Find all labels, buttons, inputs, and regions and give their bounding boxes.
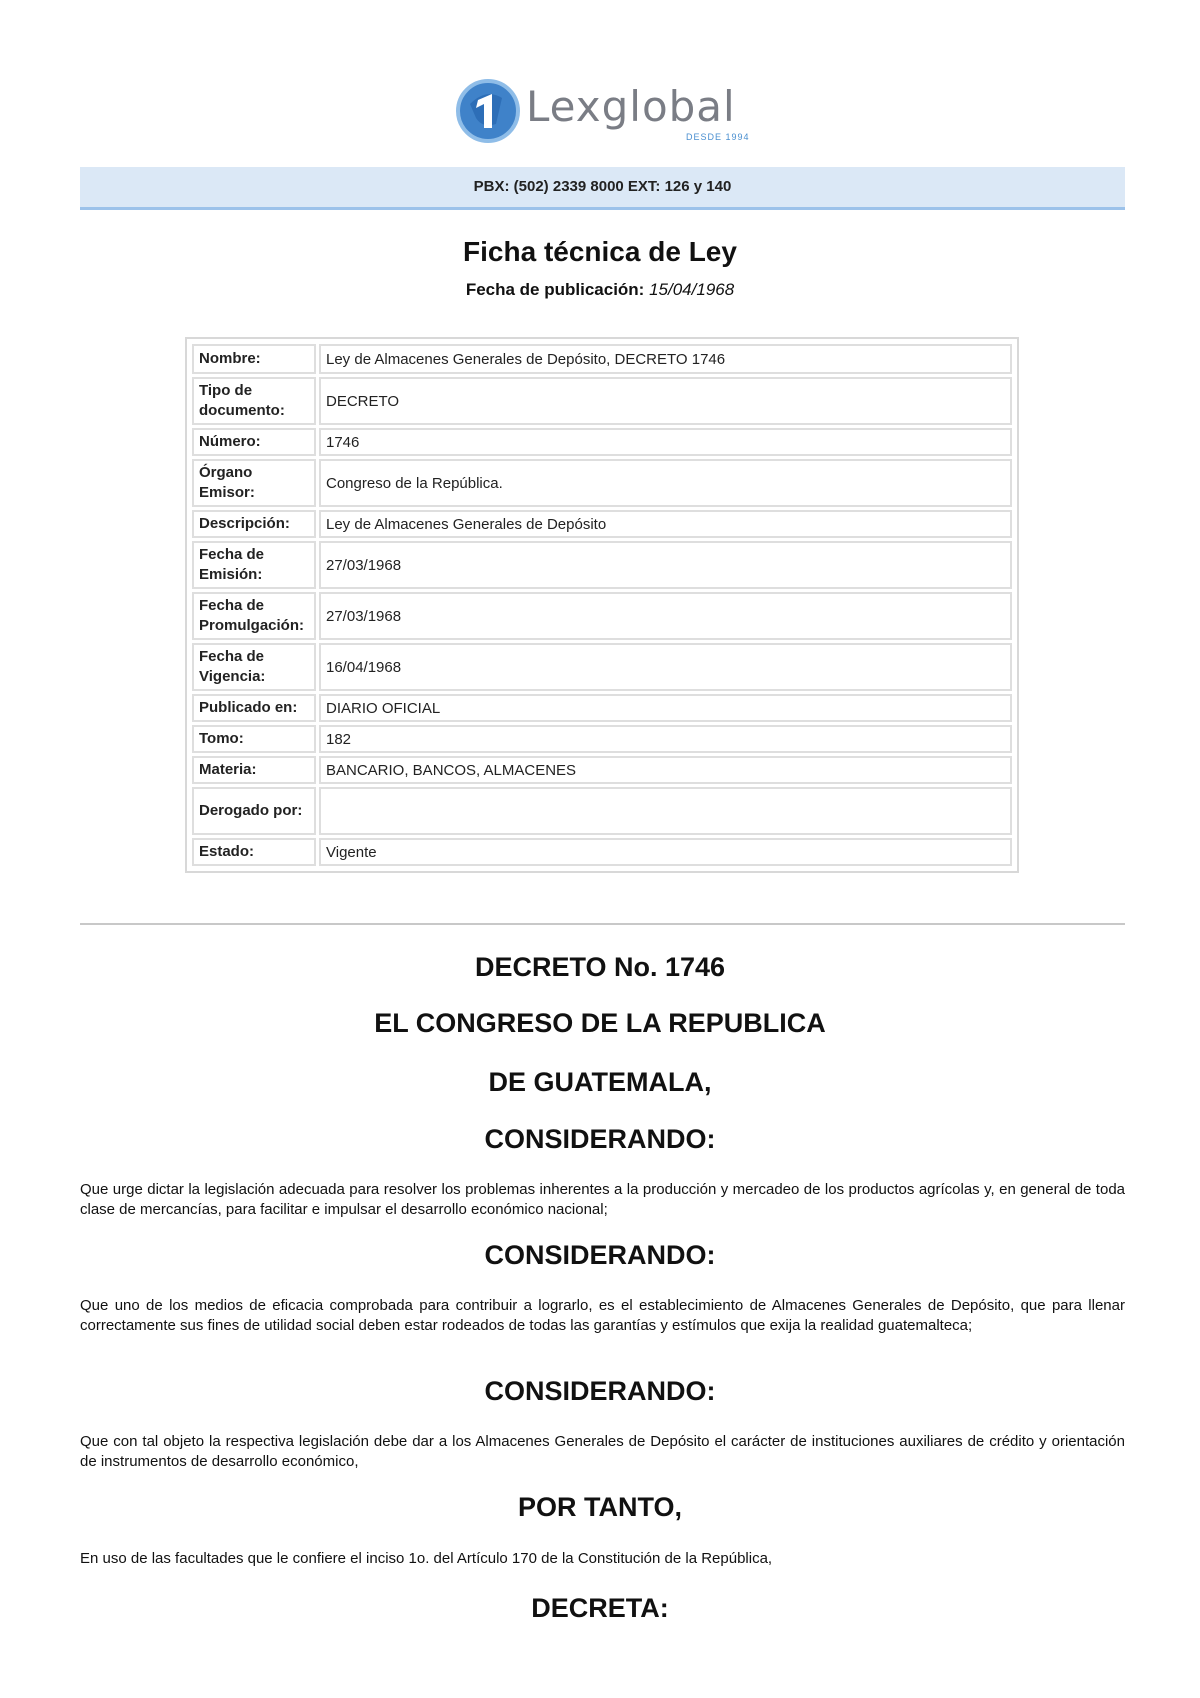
field-label: Derogado por: [192,787,316,835]
field-value: 27/03/1968 [319,541,1012,589]
field-value: BANCARIO, BANCOS, ALMACENES [319,756,1012,784]
por-tanto-paragraph: En uso de las facultades que le confiere el inciso 1o. del Artículo 170 de la Constitución de la República, [80,1550,773,1567]
congress-heading-line-2: DE GUATEMALA, [488,1067,712,1097]
field-value: 16/04/1968 [319,643,1012,691]
table-row [192,725,1012,753]
field-value: DIARIO OFICIAL [319,694,1012,722]
field-value: Congreso de la República. [319,459,1012,507]
publication-date-value: 15/04/1968 [649,280,735,299]
congress-heading-line-1: EL CONGRESO DE LA REPUBLICA [374,1008,826,1038]
field-label: Número: [192,428,316,456]
table-row [192,694,1012,722]
logo-wordmark: Lexglobal [526,82,736,131]
field-value: 1746 [319,428,1012,456]
field-value: Ley de Almacenes Generales de Depósito [319,510,1012,538]
table-row [192,643,1012,691]
table-row [192,510,1012,538]
considerando-heading-3: CONSIDERANDO: [484,1376,716,1406]
field-value: Ley de Almacenes Generales de Depósito, DECRETO 1746 [319,344,1012,374]
table-row [192,344,1012,374]
table-row [192,428,1012,456]
decreta-heading: DECRETA: [531,1593,669,1623]
logo-subtitle: DESDE 1994 [686,132,750,142]
por-tanto-heading: POR TANTO, [517,1492,682,1522]
field-label: Fecha de Promulgación: [192,592,316,640]
lexglobal-logo [456,72,756,150]
page-title: Ficha técnica de Ley [463,236,737,267]
considerando-heading-1: CONSIDERANDO: [484,1124,716,1154]
field-label: Estado: [192,838,316,866]
field-value: DECRETO [319,377,1012,425]
considerando-paragraph-3: Que con tal objeto la respectiva legislación debe dar a los Almacenes Generales de Depósito el carácter de instituciones auxiliares de crédito y orientación de instrumentos de desarrollo económico, [80,1433,1125,1470]
field-label: Publicado en: [192,694,316,722]
considerando-heading-2: CONSIDERANDO: [484,1240,716,1270]
table-row [192,459,1012,507]
field-label: Órgano Emisor: [192,459,316,507]
table-row [192,838,1012,866]
field-label: Fecha de Vigencia: [192,643,316,691]
contact-bar: PBX: (502) 2339 8000 EXT: 126 y 140 [80,167,1125,210]
considerando-paragraph-1: Que urge dictar la legislación adecuada para resolver los problemas inherentes a la producción y mercadeo de los productos agrícolas y, en general de toda clase de mercancías, para facilitar e impulsar el desarrollo económico nacional; [80,1181,1125,1218]
table-row [192,377,1012,425]
field-value: 27/03/1968 [319,592,1012,640]
field-value: Vigente [319,838,1012,866]
field-label: Fecha de Emisión: [192,541,316,589]
globe-icon [456,78,520,144]
table-row [192,756,1012,784]
publication-date-label: Fecha de publicación: [465,280,645,299]
field-label: Nombre: [192,344,316,374]
table-row [192,541,1012,589]
decree-heading: DECRETO No. 1746 [474,952,726,982]
publication-date [0,280,1200,300]
header-logo-area [0,72,1200,152]
field-label: Descripción: [192,510,316,538]
law-details-table [185,337,1019,873]
section-divider [80,923,1125,925]
field-value: 182 [319,725,1012,753]
field-value [319,787,1012,835]
considerando-paragraph-2: Que uno de los medios de eficacia comprobada para contribuir a lograrlo, es el establecimiento de Almacenes Generales de Depósito, que para llenar correctamente sus fines de utilidad social deben estar rodeados de todas las garantías y estímulos que exija la realidad guatemalteca; [80,1297,1125,1334]
table-row [192,592,1012,640]
table-row [192,787,1012,835]
field-label: Tipo de documento: [192,377,316,425]
field-label: Materia: [192,756,316,784]
field-label: Tomo: [192,725,316,753]
